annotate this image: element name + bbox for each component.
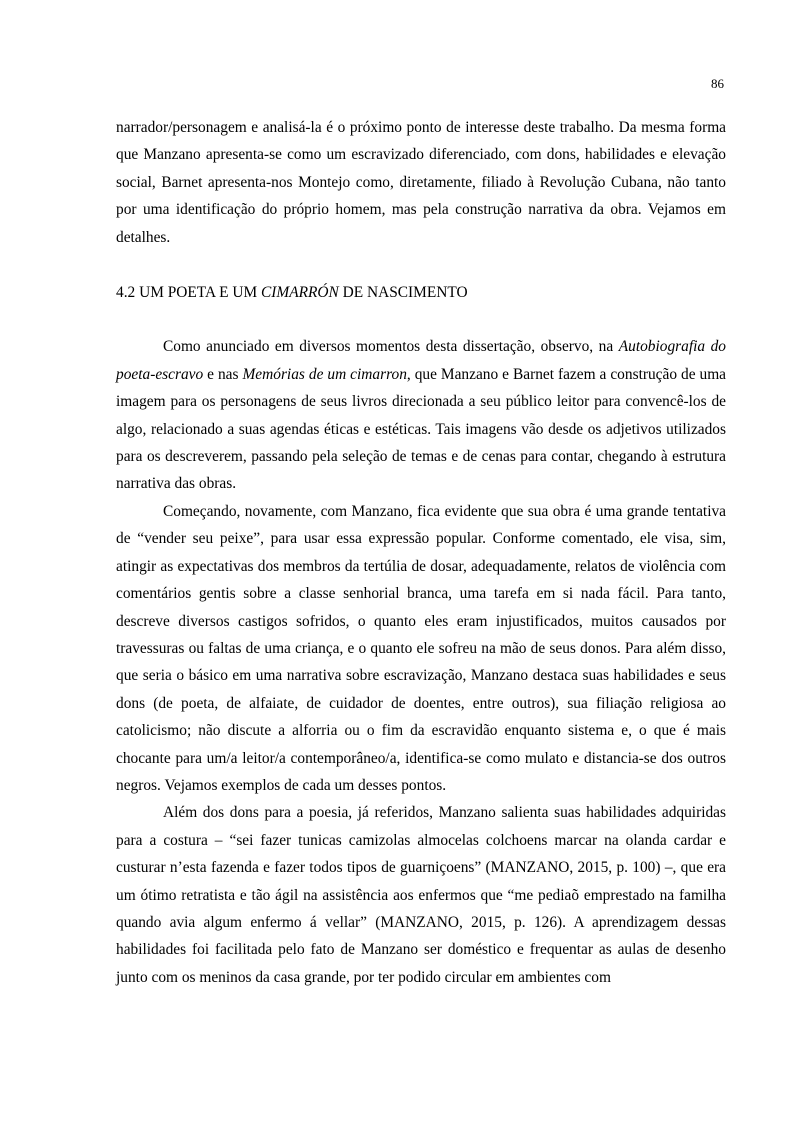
section-heading-italic: CIMARRÓN	[261, 284, 339, 302]
paragraph-intro: narrador/personagem e analisá-la é o próximo ponto de interesse deste trabalho. Da mesma forma que Manzano apresenta-se como um escravizado diferenciado, com dons, habilidades e elevação social, Barnet apresenta-nos Montejo como, diretamente, filiado à Revolução Cubana, não tanto por uma identificação do próprio homem, mas pela construção narrativa da obra. Vejamos em detalhes.	[116, 119, 726, 246]
paragraph-manzano: Começando, novamente, com Manzano, fica evidente que sua obra é uma grande tentativa de “vender seu peixe”, para usar essa expressão popular. Conforme comentado, ele visa, sim, atingir as expectativas dos membros da tertúlia de dosar, adequadamente, relatos de violência com comentários gentis sobre a classe senhorial branca, uma tarefa em si nada fácil. Para tanto, descreve diversos castigos sofridos, o quanto eles eram injustificados, muitos causados por travessuras ou faltas de uma criança, e o quanto ele sofreu na mão de seus donos. Para além disso, que seria o básico em uma narrativa sobre escravização, Manzano destaca suas habilidades e seus dons (de poeta, de alfaiate, de cuidador de doentes, entre outros), sua filiação religiosa ao catolicismo; não discute a alforria ou o fim da escravidão enquanto sistema e, o que é mais chocante para um/a leitor/a contemporâneo/a, identifica-se como mulato e distancia-se dos outros negros. Vejamos exemplos de cada um desses pontos.	[116, 502, 726, 794]
page-number: 86	[711, 76, 724, 91]
book-title-memorias: Memórias de um cimarron	[242, 365, 407, 383]
section-heading-prefix: 4.2 UM POETA E UM	[116, 284, 261, 302]
section-heading-suffix: DE NASCIMENTO	[338, 284, 468, 302]
paragraph-skills: Além dos dons para a poesia, já referidos, Manzano salienta suas habilidades adquiridas para a costura – “sei fazer tunicas camizolas almocelas colchoens marcar na olanda cardar e custurar n’esta fazenda e fazer todos tipos de guarniçoens” (MANZANO, 2015, p. 100) –, que era um ótimo retratista e tão ágil na assistência aos enfermos que “me pediaõ emprestado na familha quando avia algum enfermo á vellar” (MANZANO, 2015, p. 126). A aprendizagem dessas habilidades foi facilitada pelo fato de Manzano ser doméstico e frequentar as aulas de desenho junto com os meninos da casa grande, por ter podido circular em ambientes com	[116, 804, 726, 986]
paragraph-announcement	[116, 333, 726, 497]
paragraph-announcement-part3: , que Manzano e Barnet fazem a construção de uma imagem para os personagens de seus livros direcionada a seu público leitor para convencê-los de algo, relacionado a suas agendas éticas e estéticas. Tais imagens vão desde os adjetivos utilizados para os descreverem, passando pela seleção de temas e de cenas para contar, chegando à estrutura narrativa das obras.	[116, 365, 726, 493]
section-heading	[116, 279, 726, 306]
page-body	[116, 114, 726, 991]
book-title-autobiografia: Autobiografia do poeta-escravo	[116, 338, 726, 383]
paragraph-announcement-part2: e nas	[203, 365, 243, 383]
paragraph-announcement-part1: Como anunciado em diversos momentos desta dissertação, observo, na	[163, 338, 619, 356]
